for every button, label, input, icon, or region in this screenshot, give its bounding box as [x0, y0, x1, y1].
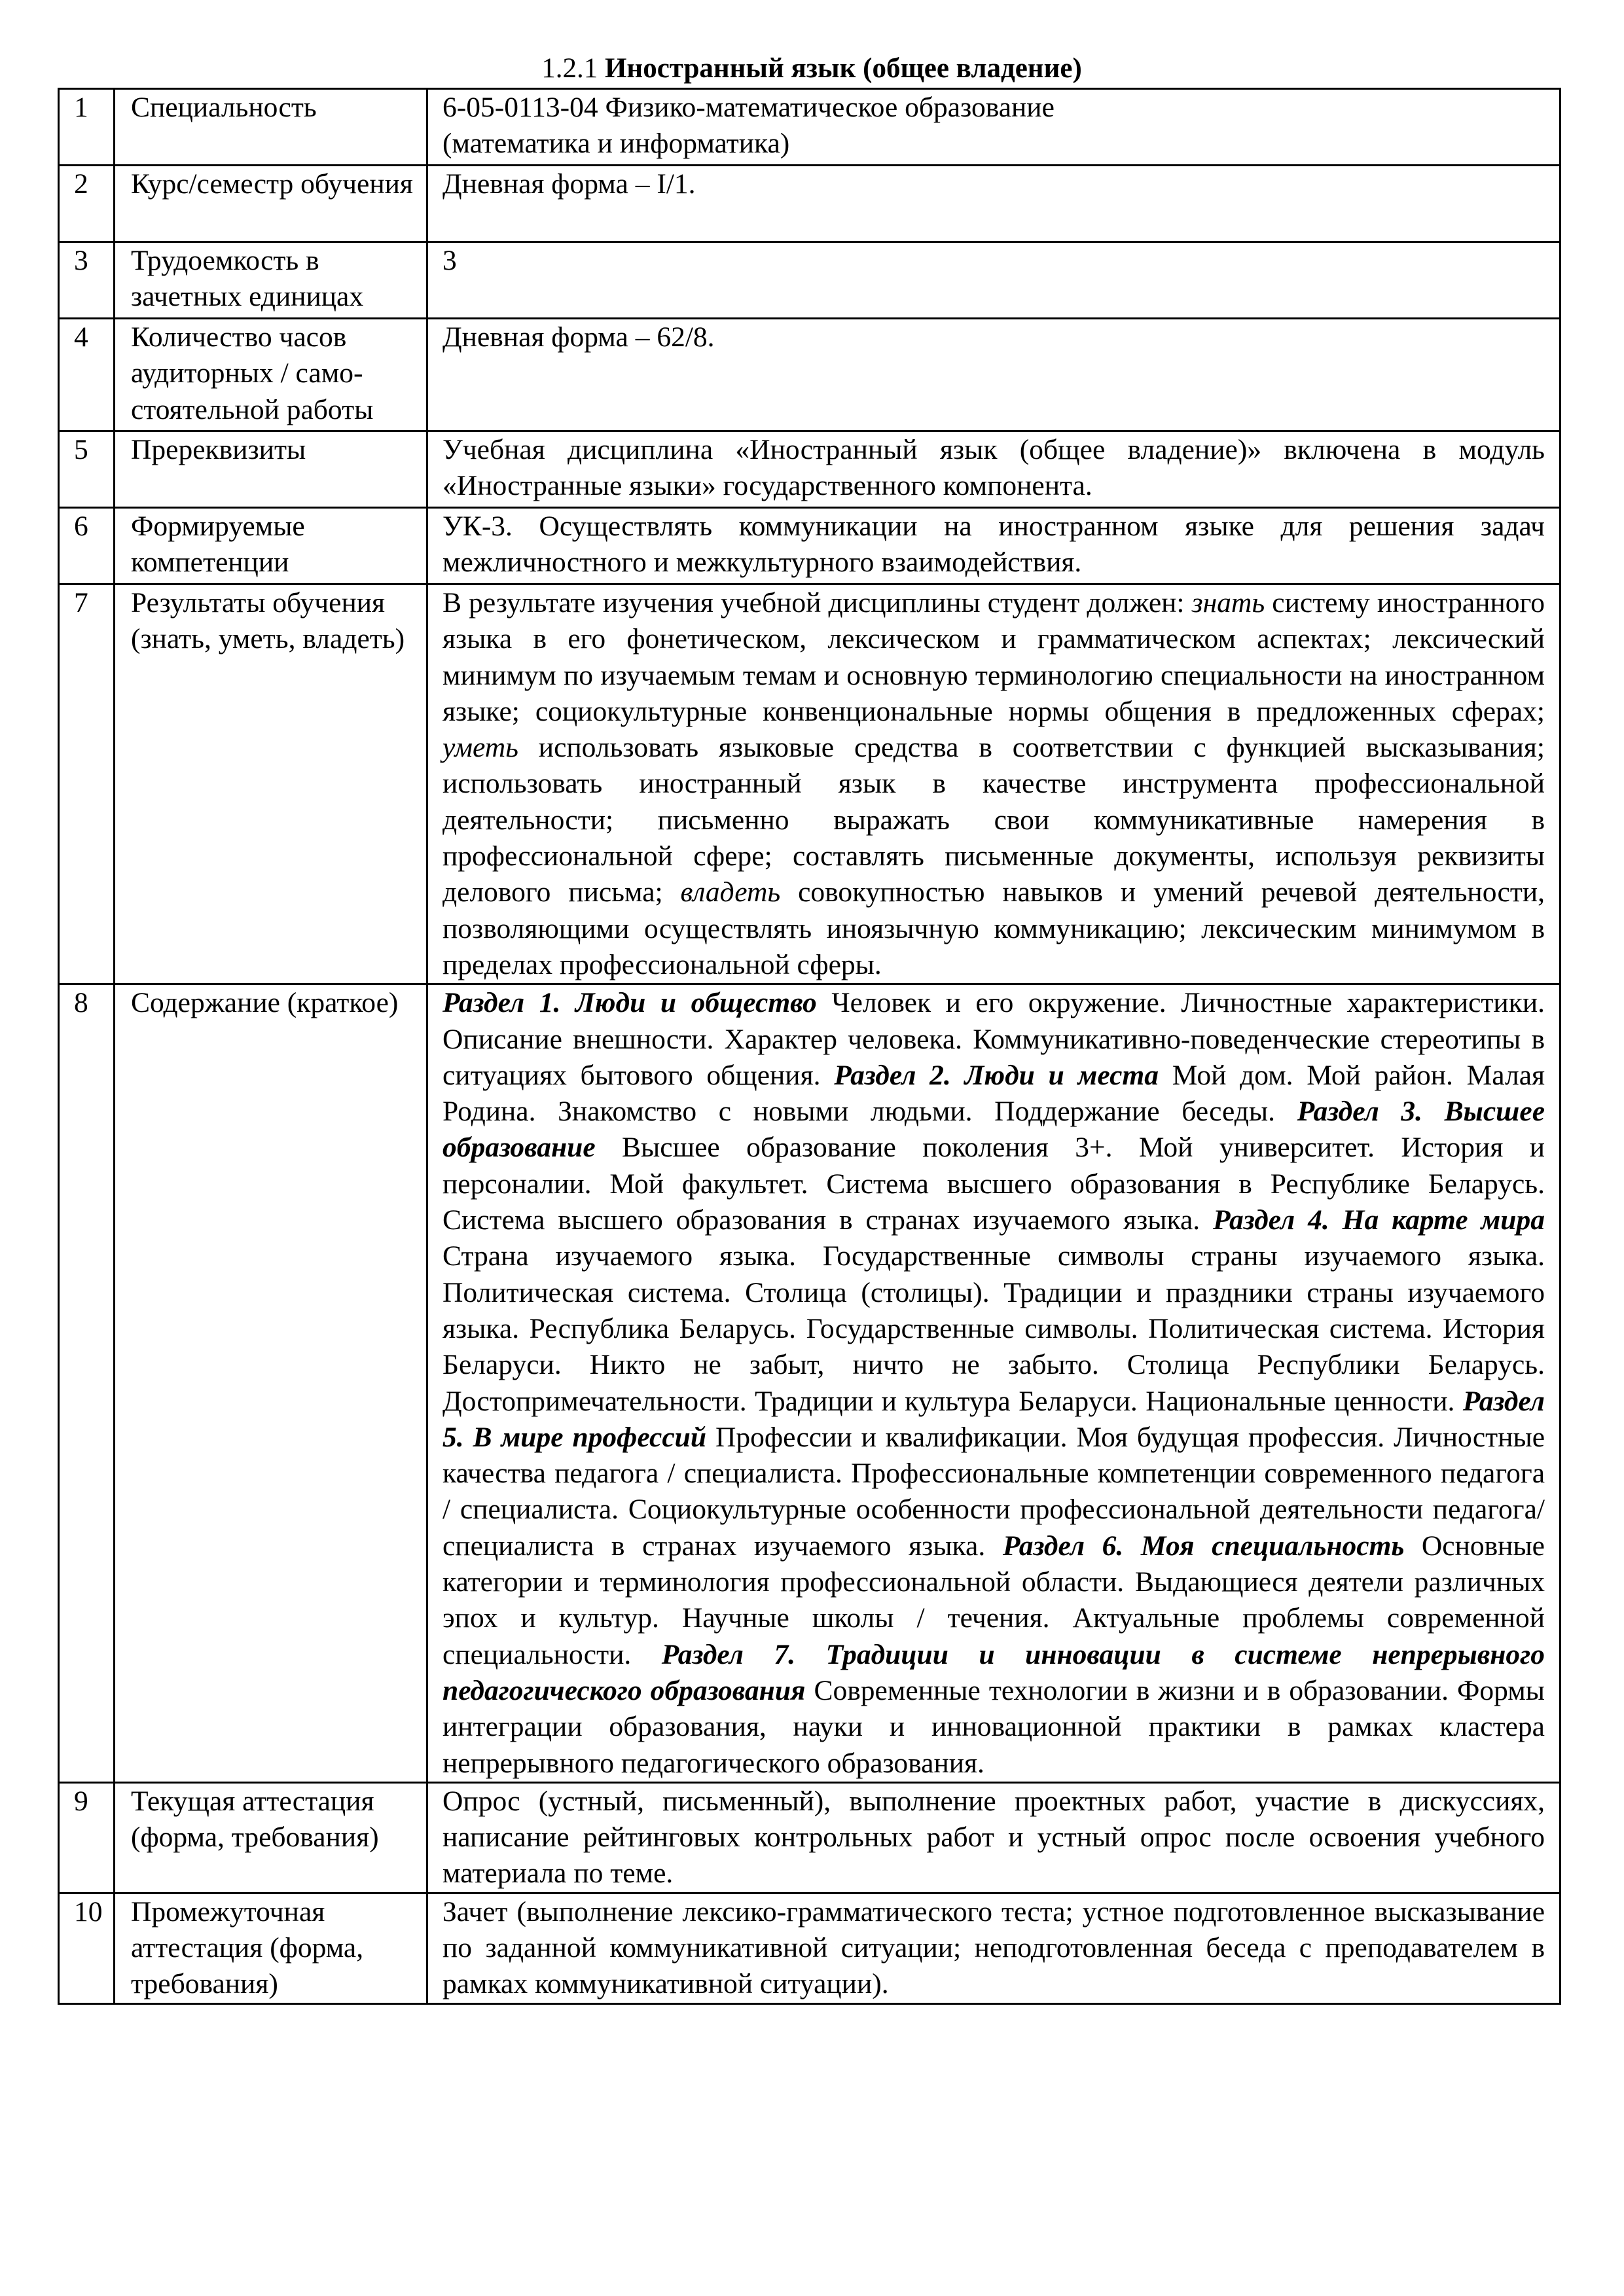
row-label: Трудоемкость в зачетных единицах [115, 242, 427, 319]
row-value: Учебная дисциплина «Иностранный язык (общее владение)» включена в модуль «Иностранные языки» государственного компонента. [427, 431, 1561, 508]
section-text: Профессии и квалификации. Моя будущая профессия. Личностные качества педагога / специалиста. Профессиональные компетенции современного педагога / специалиста. Социокультурные особенности профессиональной деятельности педагога/специалиста в странах изучаемого языка. [442, 1421, 1545, 1562]
table-row [59, 319, 1561, 431]
section-heading: Раздел 6. Моя специальность [1002, 1530, 1405, 1562]
row-label: Формируемые компетенции [115, 508, 427, 584]
row-label: Пререквизиты [115, 431, 427, 508]
table-row [59, 166, 1561, 242]
specialty-profile: (математика и информатика) [442, 128, 790, 160]
syllabus-table [58, 88, 1561, 2005]
row-number: 7 [59, 584, 115, 984]
table-row [59, 584, 1561, 984]
specialty-code: 6-05-0113-04 Физико-математическое образование [442, 92, 1055, 123]
row-number: 8 [59, 984, 115, 1783]
row-number: 2 [59, 166, 115, 242]
section-text: Страна изучаемого языка. Государственные символы страны изучаемого языка. Политическая система. Столица (столицы). Традиции и праздники страны изучаемого языка. Республика Беларусь. Государственные символы. Политическая система. История Беларуси. Никто не забыт, ничто не забыто. Столица Республики Беларусь. Достопримечательности. Традиции и культура Беларуси. Национальные ценности. [442, 1240, 1545, 1417]
section-text: Основные категории и терминология профессиональной области. Выдающиеся деятели различных эпох и культур. Научные школы / течения. Актуальные проблемы современной специальности. [442, 1530, 1545, 1670]
outcomes-know: знать [1191, 587, 1265, 619]
row-number: 6 [59, 508, 115, 584]
table-row [59, 1893, 1561, 2003]
row-label: Количество часов аудиторных / само-стоятельной работы [115, 319, 427, 431]
row-value: 3 [427, 242, 1561, 319]
row-value: Опрос (устный, письменный), выполнение проектных работ, участие в дискуссиях, написание рейтинговых контрольных работ и устный опрос после освоения учебного материала по теме. [427, 1782, 1561, 1893]
section-text: Современные технологии в жизни и в образовании. Формы интеграции образования, науки и инновационной практики в рамках кластера непрерывного педагогического образования. [442, 1674, 1545, 1779]
table-row [59, 242, 1561, 319]
row-label: Текущая аттестация (форма, требования) [115, 1782, 427, 1893]
discipline-title [58, 51, 1559, 88]
section-heading: Раздел 1. Люди и общество [442, 987, 817, 1019]
table-row [59, 89, 1561, 166]
row-number: 1 [59, 89, 115, 166]
section-heading: Раздел 3. Высшее образование [442, 1096, 1545, 1164]
row-value: Зачет (выполнение лексико-грамматического теста; устное подготовленное высказывание по заданной коммуникативной ситуации; неподготовленная беседа с преподавателем в рамках коммуникативной ситуации). [427, 1893, 1561, 2003]
section-text: Человек и его окружение. Личностные характеристики. Описание внешности. Характер человека. Коммуникативно-поведенческие стереотипы в ситуациях бытового общения. [442, 987, 1545, 1091]
section-heading: Раздел 4. На карте мира [1213, 1204, 1545, 1236]
row-value: УК-3. Осуществлять коммуникации на иностранном языке для решения задач межличностного и межкультурного взаимодействия. [427, 508, 1561, 584]
discipline-number: 1.2.1 [541, 53, 598, 84]
outcomes-own-text: совокупностью навыков и умений речевой деятельности, позволяющими осуществлять иноязычную коммуникацию; лексическим минимумом в пределах профессиональной сферы. [442, 876, 1545, 980]
row-label: Курс/семестр обучения [115, 166, 427, 242]
row-number: 10 [59, 1893, 115, 2003]
row-value: Дневная форма – I/1. [427, 166, 1561, 242]
row-number: 3 [59, 242, 115, 319]
row-value [427, 89, 1561, 166]
table-row [59, 1782, 1561, 1893]
row-number: 4 [59, 319, 115, 431]
row-label: Специальность [115, 89, 427, 166]
syllabus-page [58, 51, 1559, 2005]
row-number: 9 [59, 1782, 115, 1893]
outcomes-own: владеть [680, 876, 781, 908]
table-row [59, 508, 1561, 584]
outcomes-know-text: систему иностранного языка в его фонетическом, лексическом и грамматическом аспектах; лексический минимум по изучаемым темам и основную терминологию специальности на иностранном языке; социокультурные конвенциональные нормы общения в предложенных сферах; [442, 587, 1545, 727]
row-value: Дневная форма – 62/8. [427, 319, 1561, 431]
row-label: Результаты обучения (знать, уметь, владеть) [115, 584, 427, 984]
row-label: Содержание (краткое) [115, 984, 427, 1783]
table-row [59, 431, 1561, 508]
course-content [427, 984, 1561, 1783]
section-heading: Раздел 2. Люди и места [834, 1059, 1159, 1091]
outcomes-can-text: использовать языковые средства в соответствии с функцией высказывания; использовать иностранный язык в качестве инструмента профессиональной деятельности; письменно выражать свои коммуникативные намерения в профессиональной сфере; составлять письменные документы, используя реквизиты делового письма; [442, 732, 1545, 908]
outcomes-intro: В результате изучения учебной дисциплины студент должен: [442, 587, 1192, 619]
section-heading: Раздел 5. В мире профессий [442, 1385, 1545, 1453]
table-row [59, 984, 1561, 1783]
outcomes-can: уметь [442, 732, 518, 764]
section-heading: Раздел 7. Традиции и инновации в системе непрерывного педагогического образования [442, 1638, 1545, 1706]
learning-outcomes [427, 584, 1561, 984]
section-text: Мой дом. Мой район. Малая Родина. Знакомство с новыми людьми. Поддержание беседы. [442, 1059, 1545, 1128]
section-text: Высшее образование поколения 3+. Мой университет. История и персоналии. Мой факультет. Система высшего образования в Республике Беларусь. Система высшего образования в странах изучаемого языка. [442, 1132, 1545, 1236]
row-label: Промежуточная аттестация (форма, требования) [115, 1893, 427, 2003]
discipline-name: Иностранный язык (общее владение) [604, 53, 1082, 84]
row-number: 5 [59, 431, 115, 508]
